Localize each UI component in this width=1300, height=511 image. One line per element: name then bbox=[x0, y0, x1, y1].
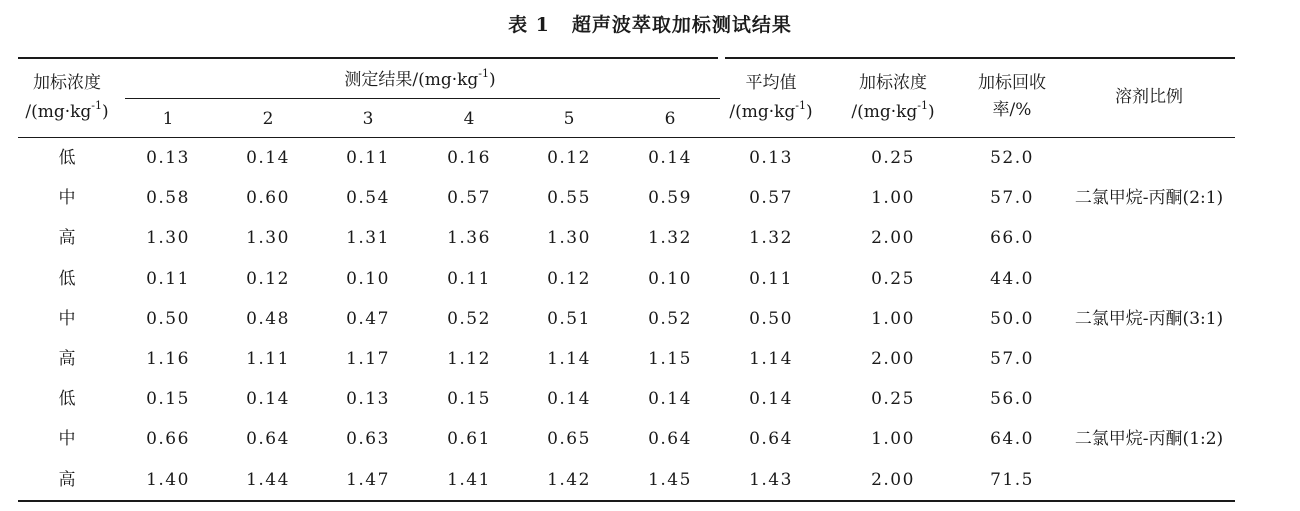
mean-cell: 0.14 bbox=[749, 389, 793, 409]
measured-value-cell: 0.12 bbox=[547, 148, 591, 168]
measured-value-cell: 0.66 bbox=[146, 429, 190, 449]
mean-cell: 0.50 bbox=[749, 309, 793, 329]
measured-value-cell: 0.14 bbox=[648, 148, 692, 168]
top-rule-right bbox=[725, 57, 1235, 59]
bottom-rule bbox=[18, 500, 1235, 502]
header-recovery: 加标回收 bbox=[978, 73, 1046, 93]
measured-value-cell: 1.11 bbox=[246, 349, 290, 369]
recovery-cell: 52.0 bbox=[990, 148, 1034, 168]
recovery-cell: 71.5 bbox=[990, 470, 1034, 490]
measured-value-cell: 1.12 bbox=[447, 349, 491, 369]
spike-cell: 0.25 bbox=[871, 269, 915, 289]
measured-value-cell: 0.10 bbox=[648, 269, 692, 289]
measured-value-cell: 0.11 bbox=[146, 269, 190, 289]
spike-cell: 2.00 bbox=[871, 228, 915, 248]
caption-title: 超声波萃取加标测试结果 bbox=[571, 14, 792, 36]
recovery-cell: 66.0 bbox=[990, 228, 1034, 248]
header-spike-amount-unit: $/(mg\cdot kg^{-1})$ bbox=[851, 99, 935, 122]
recovery-cell: 44.0 bbox=[990, 269, 1034, 289]
measured-value-cell: 1.40 bbox=[146, 470, 190, 490]
measured-value-cell: 0.15 bbox=[447, 389, 491, 409]
spike-cell: 0.25 bbox=[871, 148, 915, 168]
recovery-cell: 50.0 bbox=[990, 309, 1034, 329]
solvent-ratio-cell: 二氯甲烷-丙酮(2:1) bbox=[1074, 188, 1224, 208]
header-replicate-6: 6 bbox=[664, 109, 676, 129]
measured-value-cell: 0.57 bbox=[447, 188, 491, 208]
recovery-cell: 57.0 bbox=[990, 188, 1034, 208]
measured-value-cell: 0.54 bbox=[346, 188, 390, 208]
measured-value-cell: 0.58 bbox=[146, 188, 190, 208]
solvent-ratio-cell: 二氯甲烷-丙酮(1:2) bbox=[1074, 429, 1224, 449]
measured-value-cell: 0.51 bbox=[547, 309, 591, 329]
recovery-cell: 56.0 bbox=[990, 389, 1034, 409]
measured-value-cell: 0.13 bbox=[346, 389, 390, 409]
level-cell: 低 bbox=[58, 389, 76, 409]
header-replicate-1: 1 bbox=[162, 109, 174, 129]
mean-cell: 1.32 bbox=[749, 228, 793, 248]
header-spike-amount: 加标浓度 bbox=[859, 73, 927, 93]
recovery-cell: 64.0 bbox=[990, 429, 1034, 449]
measured-value-cell: 0.14 bbox=[246, 148, 290, 168]
level-cell: 中 bbox=[58, 309, 76, 329]
measured-value-cell: 0.47 bbox=[346, 309, 390, 329]
measured-value-cell: 0.50 bbox=[146, 309, 190, 329]
measured-value-cell: 1.32 bbox=[648, 228, 692, 248]
solvent-ratio-cell: 二氯甲烷-丙酮(3:1) bbox=[1074, 309, 1224, 329]
measured-value-cell: 0.12 bbox=[547, 269, 591, 289]
measured-value-cell: 1.30 bbox=[246, 228, 290, 248]
level-cell: 低 bbox=[58, 269, 76, 289]
measured-value-cell: 0.14 bbox=[547, 389, 591, 409]
measured-value-cell: 0.52 bbox=[447, 309, 491, 329]
measured-value-cell: 0.63 bbox=[346, 429, 390, 449]
spike-cell: 2.00 bbox=[871, 349, 915, 369]
header-spike-concentration-unit: $/(mg\cdot kg^{-1})$ bbox=[25, 99, 109, 122]
subheader-rule bbox=[125, 98, 720, 99]
measured-value-cell: 0.12 bbox=[246, 269, 290, 289]
level-cell: 低 bbox=[58, 148, 76, 168]
mean-cell: 0.13 bbox=[749, 148, 793, 168]
spike-cell: 1.00 bbox=[871, 429, 915, 449]
measured-value-cell: 1.36 bbox=[447, 228, 491, 248]
measured-value-cell: 0.60 bbox=[246, 188, 290, 208]
header-replicate-5: 5 bbox=[563, 109, 575, 129]
measured-value-cell: 0.15 bbox=[146, 389, 190, 409]
measured-value-cell: 0.55 bbox=[547, 188, 591, 208]
measured-value-cell: 0.14 bbox=[648, 389, 692, 409]
measured-value-cell: 1.14 bbox=[547, 349, 591, 369]
level-cell: 高 bbox=[58, 228, 76, 248]
header-solvent-ratio: 溶剂比例 bbox=[1115, 87, 1183, 107]
measured-value-cell: 0.65 bbox=[547, 429, 591, 449]
measured-value-cell: 1.17 bbox=[346, 349, 390, 369]
measured-value-cell: 0.64 bbox=[648, 429, 692, 449]
level-cell: 高 bbox=[58, 349, 76, 369]
measured-value-cell: 1.30 bbox=[146, 228, 190, 248]
mean-cell: 0.11 bbox=[749, 269, 793, 289]
spike-cell: 0.25 bbox=[871, 389, 915, 409]
measured-value-cell: 1.45 bbox=[648, 470, 692, 490]
header-replicate-4: 4 bbox=[463, 109, 475, 129]
measured-value-cell: 1.42 bbox=[547, 470, 591, 490]
measured-value-cell: 0.14 bbox=[246, 389, 290, 409]
header-bottom-rule bbox=[18, 137, 1235, 138]
mean-cell: 1.43 bbox=[749, 470, 793, 490]
header-spike-concentration: 加标浓度 bbox=[33, 73, 101, 93]
header-mean-unit: $/(mg\cdot kg^{-1})$ bbox=[729, 99, 813, 122]
level-cell: 中 bbox=[58, 188, 76, 208]
level-cell: 高 bbox=[58, 470, 76, 490]
measured-value-cell: 0.48 bbox=[246, 309, 290, 329]
spike-cell: 1.00 bbox=[871, 188, 915, 208]
measured-value-cell: 0.11 bbox=[346, 148, 390, 168]
measured-value-cell: 0.11 bbox=[447, 269, 491, 289]
caption-number: 表 1 bbox=[508, 14, 550, 36]
level-cell: 中 bbox=[58, 429, 76, 449]
measured-value-cell: 1.47 bbox=[346, 470, 390, 490]
mean-cell: 0.57 bbox=[749, 188, 793, 208]
header-recovery-unit: 率/% bbox=[992, 100, 1032, 120]
header-replicate-3: 3 bbox=[362, 109, 374, 129]
measured-value-cell: 0.61 bbox=[447, 429, 491, 449]
top-rule-left bbox=[18, 57, 718, 59]
header-mean: 平均值 bbox=[745, 73, 797, 93]
measured-value-cell: 0.64 bbox=[246, 429, 290, 449]
measured-value-cell: 1.30 bbox=[547, 228, 591, 248]
measured-value-cell: 0.59 bbox=[648, 188, 692, 208]
spike-cell: 2.00 bbox=[871, 470, 915, 490]
table-caption bbox=[0, 10, 1300, 37]
header-replicate-2: 2 bbox=[262, 109, 274, 129]
measured-value-cell: 1.31 bbox=[346, 228, 390, 248]
measured-value-cell: 0.10 bbox=[346, 269, 390, 289]
measured-value-cell: 0.52 bbox=[648, 309, 692, 329]
header-measured-results: 测定结果$/(mg\cdot kg^{-1})$ bbox=[344, 67, 496, 90]
measured-value-cell: 1.44 bbox=[246, 470, 290, 490]
spike-cell: 1.00 bbox=[871, 309, 915, 329]
measured-value-cell: 0.16 bbox=[447, 148, 491, 168]
mean-cell: 1.14 bbox=[749, 349, 793, 369]
mean-cell: 0.64 bbox=[749, 429, 793, 449]
measured-value-cell: 0.13 bbox=[146, 148, 190, 168]
measured-value-cell: 1.15 bbox=[648, 349, 692, 369]
recovery-cell: 57.0 bbox=[990, 349, 1034, 369]
measured-value-cell: 1.41 bbox=[447, 470, 491, 490]
measured-value-cell: 1.16 bbox=[146, 349, 190, 369]
